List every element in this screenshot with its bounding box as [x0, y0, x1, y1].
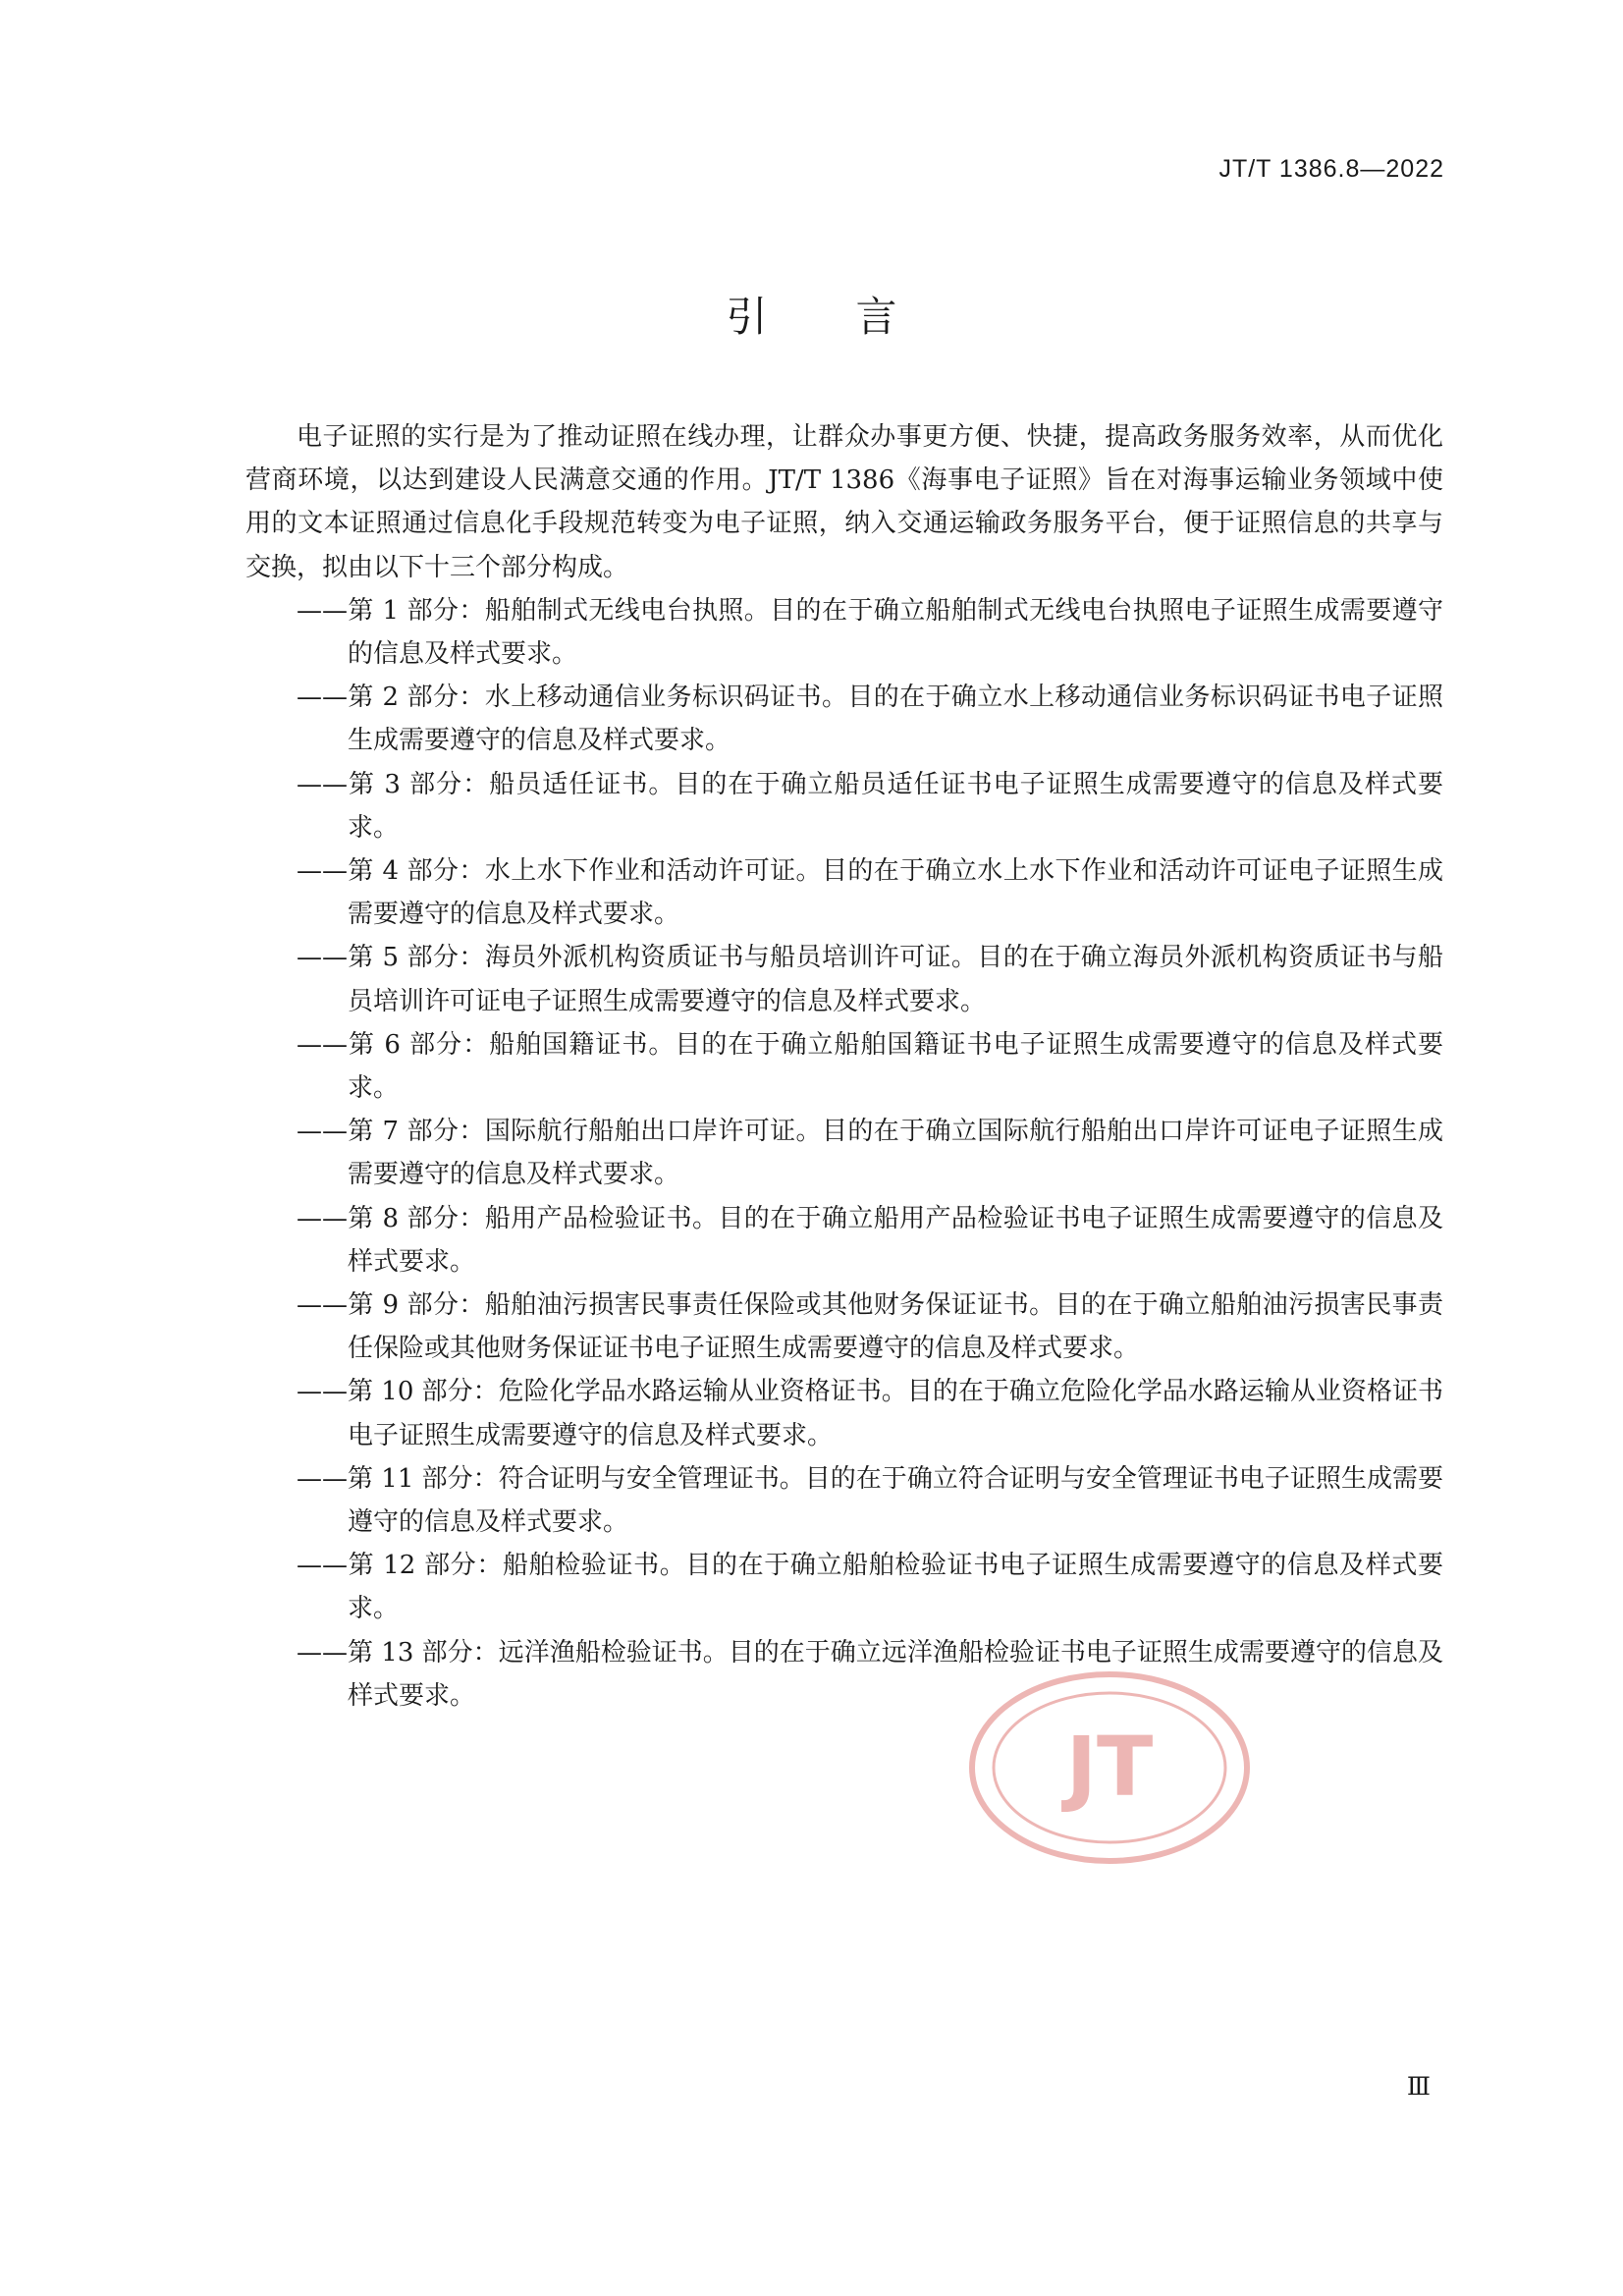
jt-watermark-stamp	[967, 1669, 1252, 1866]
stamp-text: JT	[1065, 1719, 1154, 1815]
part-item: ——第 10 部分：危险化学品水路运输从业资格证书。目的在于确立危险化学品水路运输从业资格证书电子证照生成需要遵守的信息及样式要求。	[297, 1377, 1443, 1450]
part-item: ——第 12 部分：船舶检验证书。目的在于确立船舶检验证书电子证照生成需要遵守的信息及样式要求。	[297, 1551, 1443, 1624]
part-item: ——第 1 部分：船舶制式无线电台执照。目的在于确立船舶制式无线电台执照电子证照生成需要遵守的信息及样式要求。	[297, 595, 1443, 670]
page-title: 引言	[726, 293, 986, 341]
part-item: ——第 13 部分：远洋渔船检验证书。目的在于确立远洋渔船检验证书电子证照生成需要遵守的信息及样式要求。	[297, 1637, 1443, 1711]
part-item: ——第 6 部分：船舶国籍证书。目的在于确立船舶国籍证书电子证照生成需要遵守的信息及样式要求。	[297, 1029, 1443, 1104]
part-item: ——第 11 部分：符合证明与安全管理证书。目的在于确立符合证明与安全管理证书电子证照生成需要遵守的信息及样式要求。	[297, 1463, 1443, 1538]
part-item: ——第 4 部分：水上水下作业和活动许可证。目的在于确立水上水下作业和活动许可证电子证照生成需要遵守的信息及样式要求。	[297, 856, 1443, 930]
part-item: ——第 3 部分：船员适任证书。目的在于确立船员适任证书电子证照生成需要遵守的信息及样式要求。	[297, 769, 1443, 843]
page-number: Ⅲ	[1406, 2072, 1431, 2101]
part-item: ——第 5 部分：海员外派机构资质证书与船员培训许可证。目的在于确立海员外派机构资质证书与船员培训许可证电子证照生成需要遵守的信息及样式要求。	[297, 943, 1443, 1016]
part-item: ——第 7 部分：国际航行船舶出口岸许可证。目的在于确立国际航行船舶出口岸许可证电子证照生成需要遵守的信息及样式要求。	[297, 1117, 1443, 1190]
part-item: ——第 8 部分：船用产品检验证书。目的在于确立船用产品检验证书电子证照生成需要遵守的信息及样式要求。	[297, 1203, 1443, 1277]
standard-number: JT/T 1386.8—2022	[1218, 155, 1444, 183]
document-body	[245, 415, 1443, 1718]
part-item: ——第 9 部分：船舶油污损害民事责任保险或其他财务保证证书。目的在于确立船舶油污损害民事责任保险或其他财务保证证书电子证照生成需要遵守的信息及样式要求。	[297, 1290, 1443, 1364]
part-item: ——第 2 部分：水上移动通信业务标识码证书。目的在于确立水上移动通信业务标识码证书电子证照生成需要遵守的信息及样式要求。	[297, 683, 1443, 756]
intro-paragraph: 电子证照的实行是为了推动证照在线办理，让群众办事更方便、快捷，提高政务服务效率，从而优化营商环境，以达到建设人民满意交通的作用。JT/T 1386《海事电子证照》旨在对海事运输业务领域中使用的文本证照通过信息化手段规范转变为电子证照，纳入交通运输政务服务平台，便于证照信息的共享与交换，拟由以下十三个部分构成。	[245, 422, 1443, 582]
